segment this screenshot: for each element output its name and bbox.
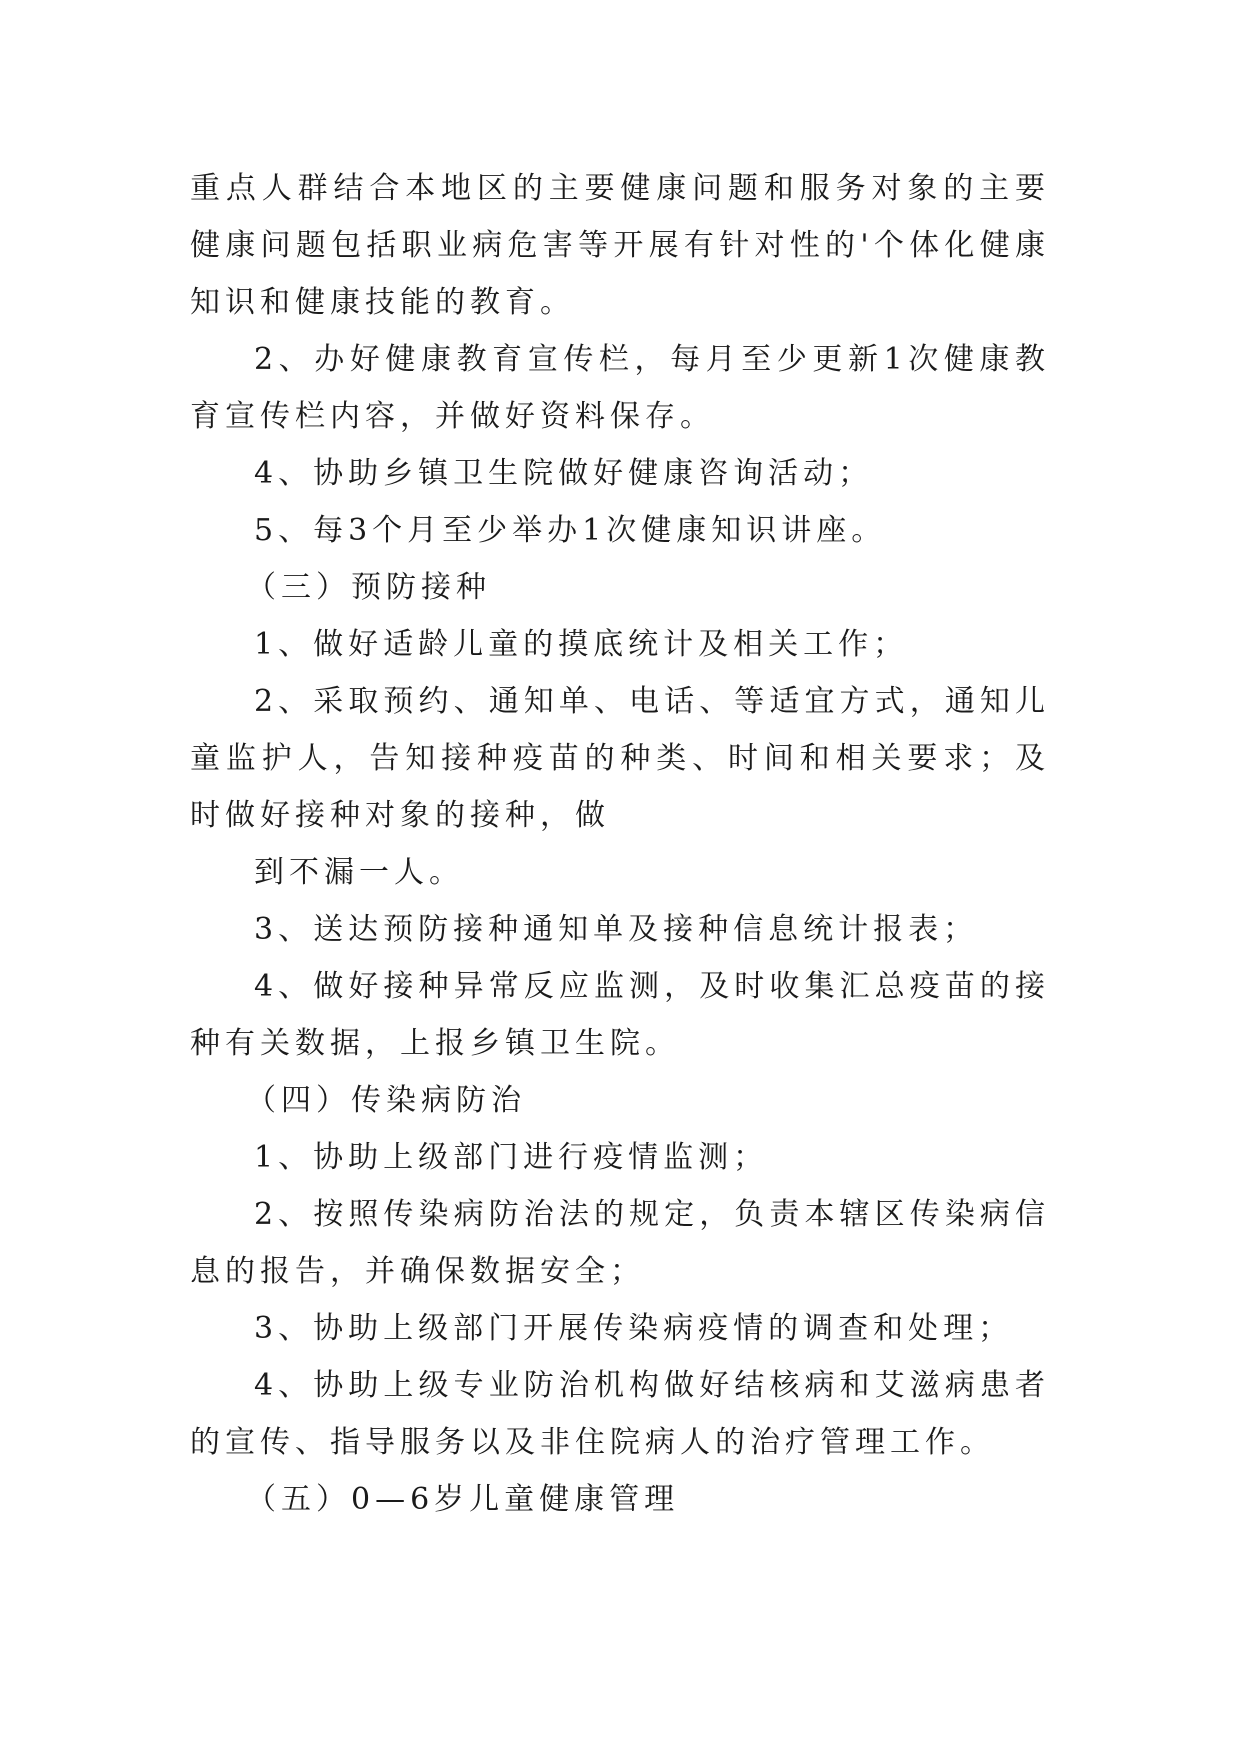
paragraph-4: 5、每3个月至少举办1次健康知识讲座。 bbox=[254, 513, 887, 548]
paragraph-13: 2、按照传染病防治法的规定，负责本辖区传染病信息的报告，并确保数据安全； bbox=[190, 1197, 1050, 1289]
paragraph-2: 2、办好健康教育宣传栏，每月至少更新1次健康教育宣传栏内容，并做好资料保存。 bbox=[190, 342, 1050, 434]
section-heading-4: （四）传染病防治 bbox=[246, 1083, 526, 1118]
paragraph-7: 2、采取预约、通知单、电话、等适宜方式，通知儿童监护人，告知接种疫苗的种类、时间和相关要求；及时做好接种对象的接种，做 bbox=[190, 684, 1050, 833]
paragraph-14: 3、协助上级部门开展传染病疫情的调查和处理； bbox=[254, 1311, 1014, 1346]
paragraph-1: 重点人群结合本地区的主要健康问题和服务对象的主要健康问题包括职业病危害等开展有针对性的'个体化健康知识和健康技能的教育。 bbox=[190, 171, 1050, 320]
paragraph-9: 3、送达预防接种通知单及接种信息统计报表； bbox=[254, 912, 979, 947]
paragraph-3: 4、协助乡镇卫生院做好健康咨询活动； bbox=[254, 456, 874, 491]
section-heading-5: （五）0—6岁儿童健康管理 bbox=[246, 1482, 680, 1517]
paragraph-12: 1、协助上级部门进行疫情监测； bbox=[254, 1140, 769, 1175]
document-body bbox=[190, 160, 1050, 1528]
paragraph-8: 到不漏一人。 bbox=[254, 855, 464, 890]
paragraph-10: 4、做好接种异常反应监测，及时收集汇总疫苗的接种有关数据，上报乡镇卫生院。 bbox=[190, 969, 1050, 1061]
section-heading-3: （三）预防接种 bbox=[246, 570, 491, 605]
paragraph-6: 1、做好适龄儿童的摸底统计及相关工作； bbox=[254, 627, 909, 662]
paragraph-15: 4、协助上级专业防治机构做好结核病和艾滋病患者的宣传、指导服务以及非住院病人的治疗管理工作。 bbox=[190, 1368, 1050, 1460]
